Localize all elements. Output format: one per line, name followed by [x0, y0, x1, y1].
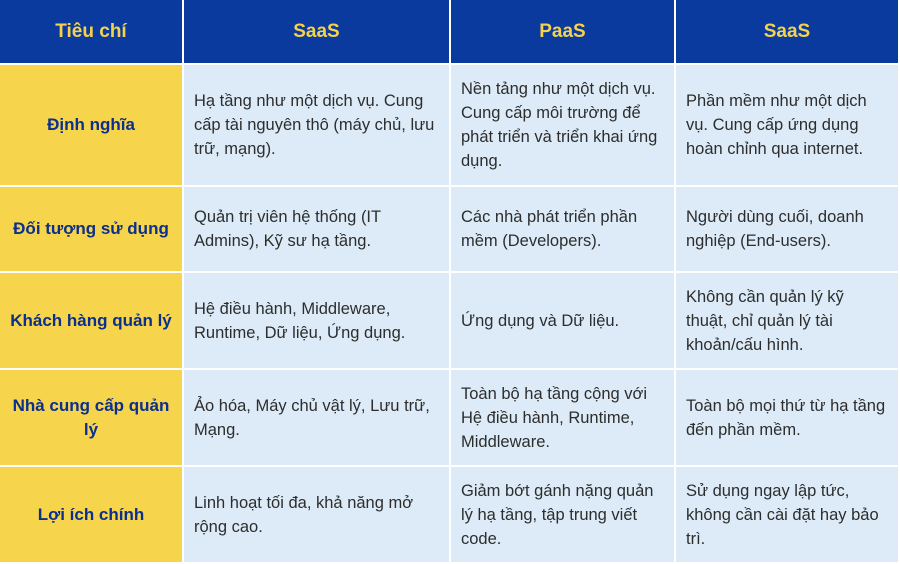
- row-criterion: [0, 467, 182, 562]
- cell-text: Ảo hóa, Máy chủ vật lý, Lưu trữ, Mạng.: [194, 396, 430, 439]
- row-criterion: [0, 65, 182, 185]
- cell-text: Hạ tầng như một dịch vụ. Cung cấp tài nguyên thô (máy chủ, lưu trữ, mạng).: [194, 92, 435, 158]
- row-cell-col3: [676, 370, 898, 465]
- row-criterion: [0, 187, 182, 271]
- row-cell-col3: [676, 187, 898, 271]
- row-criterion: [0, 273, 182, 368]
- cell-text: Toàn bộ mọi thứ từ hạ tầng đến phần mềm.: [686, 396, 886, 439]
- row-cell-col2: [451, 467, 674, 562]
- header-col3: [676, 0, 898, 63]
- cell-text: Giảm bớt gánh nặng quản lý hạ tầng, tập trung viết code.: [461, 481, 654, 548]
- cell-text: Phần mềm như một dịch vụ. Cung cấp ứng dụng hoàn chỉnh qua internet.: [686, 92, 867, 158]
- row-cell-col2: [451, 273, 674, 368]
- cell-text: Không cần quản lý kỹ thuật, chỉ quản lý tài khoản/cấu hình.: [686, 287, 844, 354]
- cell-text: Linh hoạt tối đa, khả năng mở rộng cao.: [194, 493, 414, 536]
- criterion-label: Lợi ích chính: [37, 504, 145, 524]
- header-col2: [451, 0, 674, 63]
- cell-text: Sử dụng ngay lập tức, không cần cài đặt hay bảo trì.: [686, 481, 879, 548]
- criterion-label: Định nghĩa: [47, 115, 135, 134]
- row-criterion: [0, 370, 182, 465]
- header-col2-label: PaaS: [539, 20, 586, 42]
- header-criteria-label: Tiêu chí: [55, 20, 127, 42]
- header-col3-label: SaaS: [763, 20, 811, 42]
- cell-text: Ứng dụng và Dữ liệu.: [461, 311, 620, 330]
- cell-text: Quản trị viên hệ thống (IT Admins), Kỹ sư hạ tầng.: [194, 208, 381, 250]
- cell-text: Nền tảng như một dịch vụ. Cung cấp môi trường để phát triển và triển khai ứng dụng.: [461, 80, 658, 170]
- header-criteria: [0, 0, 182, 63]
- cell-text: Hệ điều hành, Middleware, Runtime, Dữ liệu, Ứng dụng.: [194, 299, 406, 342]
- row-cell-col1: [184, 187, 449, 271]
- row-cell-col3: [676, 273, 898, 368]
- header-col1: [184, 0, 449, 63]
- cell-text: Các nhà phát triển phần mềm (Developers).: [461, 208, 638, 250]
- criterion-label: Đối tượng sử dụng: [13, 219, 169, 238]
- cell-text: Toàn bộ hạ tầng cộng với Hệ điều hành, Runtime, Middleware.: [461, 384, 648, 451]
- criterion-label: Khách hàng quản lý: [10, 310, 172, 330]
- row-cell-col2: [451, 187, 674, 271]
- row-cell-col3: [676, 65, 898, 185]
- row-cell-col3: [676, 467, 898, 562]
- row-cell-col2: [451, 65, 674, 185]
- row-cell-col1: [184, 65, 449, 185]
- header-col1-label: SaaS: [293, 20, 340, 42]
- row-cell-col1: [184, 273, 449, 368]
- cell-text: Người dùng cuối, doanh nghiệp (End-users).: [686, 208, 864, 250]
- criterion-label: Nhà cung cấp quản lý: [12, 395, 170, 439]
- row-cell-col2: [451, 370, 674, 465]
- row-cell-col1: [184, 467, 449, 562]
- row-cell-col1: [184, 370, 449, 465]
